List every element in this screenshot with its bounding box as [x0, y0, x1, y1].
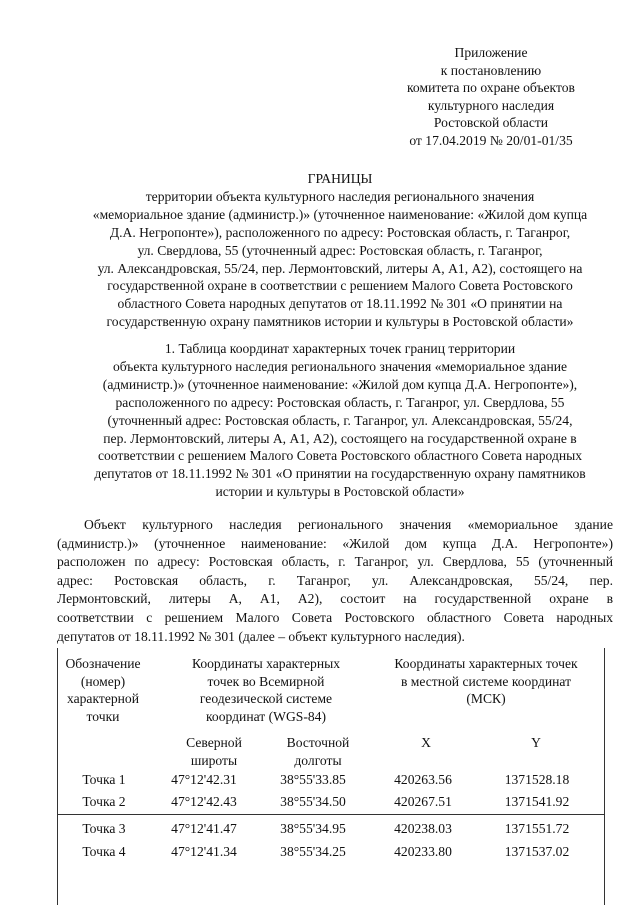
cell-x: 420267.51: [394, 794, 452, 809]
cell-y: 1371551.72: [504, 821, 570, 836]
cell-y: 1371528.18: [504, 772, 570, 787]
title-line: территории объекта культурного наследия регионального значения: [145, 188, 535, 204]
table-caption: [40, 340, 640, 501]
caption-line: (уточненный адрес: Ростовская область, г. Таганрог, ул. Александровская, 55/24,: [107, 412, 573, 428]
appendix-line: к постановлению: [440, 62, 542, 78]
body-paragraph: [57, 516, 613, 646]
cell-latitude: 47°12'42.31: [171, 772, 237, 787]
cell-point: Точка 2: [82, 794, 126, 809]
title-line: государственную охрану памятников истории и культуры в Ростовской области»: [106, 314, 574, 330]
cell-y: 1371541.92: [504, 794, 570, 809]
coordinates-table: [57, 648, 605, 905]
paragraph-line: Лермонтовский, литеры А, А1, А2), состоит на государственной охране в: [57, 591, 613, 607]
header-point-designation: Обозначение (номер) характерной точки: [65, 656, 141, 724]
cell-x: 420238.03: [394, 821, 452, 836]
caption-line: объекта культурного наследия регионального значения «мемориальное здание: [112, 358, 568, 374]
title-line: «мемориальное здание (администр.)» (уточненное наименование: «Жилой дом купца: [92, 206, 588, 222]
paragraph-line: (администр.)» (уточненное наименование: «Жилой дом купца Д.А. Негропонте»): [57, 535, 613, 551]
cell-longitude: 38°55'33.85: [280, 772, 346, 787]
cell-x: 420233.80: [394, 844, 452, 859]
appendix-line: культурного наследия: [427, 97, 555, 113]
appendix-line: комитета по охране объектов: [407, 80, 575, 95]
appendix-line: Ростовской области: [433, 115, 549, 130]
paragraph-line: Объект культурного наследия регионального значения «мемориальное здание: [84, 517, 613, 532]
caption-line: депутатов от 18.11.1992 № 301 «О принятии на государственную охрану памятников: [94, 466, 586, 482]
document-title: [40, 170, 640, 331]
header-wgs84: Координаты характерных точек во Всемирной геодезической системе координат (WGS-84): [191, 656, 341, 724]
appendix-line: Приложение: [454, 45, 528, 60]
paragraph-line: расположен по адресу: Ростовская область, г. Таганрог, ул. Свердлова, 55 (уточненный: [57, 554, 613, 570]
caption-line: истории и культуры в Ростовской области»: [215, 484, 465, 500]
appendix-line: от 17.04.2019 № 20/01-01/35: [409, 132, 573, 148]
paragraph-line: депутатов от 18.11.1992 № 301 (далее – объект культурного наследия).: [57, 628, 465, 644]
header-msk: Координаты характерных точек в местной системе координат (МСК): [394, 656, 578, 707]
cell-x: 420263.56: [394, 772, 452, 787]
appendix-block: [380, 44, 602, 149]
cell-latitude: 47°12'41.47: [171, 821, 237, 836]
cell-point: Точка 4: [82, 844, 126, 859]
paragraph-line: адрес: Ростовская область, г. Таганрог, ул. Александровская, 55/24, пер.: [57, 572, 613, 588]
paragraph-line: соответствии с решением Малого Совета Ростовского областного Совета народных: [57, 609, 613, 625]
title-line: областного Совета народных депутатов от 18.11.1992 № 301 «О принятии на: [117, 296, 563, 312]
cell-longitude: 38°55'34.25: [280, 844, 346, 859]
cell-latitude: 47°12'41.34: [171, 844, 237, 859]
caption-line: 1. Таблица координат характерных точек границ территории: [164, 341, 516, 356]
title-heading: ГРАНИЦЫ: [307, 171, 373, 186]
caption-line: расположенного по адресу: Ростовская область, г. Таганрог, ул. Свердлова, 55: [115, 394, 565, 410]
title-line: государственной охране в соответствии с решением Малого Совета Ростовского: [107, 278, 573, 294]
cell-point: Точка 3: [82, 821, 126, 836]
subheader-y: Y: [531, 735, 541, 750]
subheader-longitude: Восточной долготы: [286, 735, 350, 768]
cell-longitude: 38°55'34.95: [280, 821, 346, 836]
caption-line: пер. Лермонтовский, литеры А, А1, А2), состоящего на государственной охране в: [103, 430, 577, 446]
cell-latitude: 47°12'42.43: [171, 794, 237, 809]
title-line: Д.А. Негропонте»), расположенного по адресу: Ростовская область, г. Таганрог,: [109, 224, 571, 240]
caption-line: соответствии с решением Малого Совета Ростовского областного Совета народных: [97, 448, 583, 464]
cell-longitude: 38°55'34.50: [280, 794, 346, 809]
caption-line: (администр.)» (уточненное наименование: «Жилой дом купца Д.А. Негропонте»),: [102, 376, 578, 392]
title-line: ул. Александровская, 55/24, пер. Лермонтовский, литеры А, А1, А2), состоящего на: [97, 260, 583, 276]
row-separator: [57, 814, 605, 815]
subheader-x: X: [421, 735, 431, 750]
cell-point: Точка 1: [82, 772, 126, 787]
cell-y: 1371537.02: [504, 844, 570, 859]
subheader-latitude: Северной широты: [186, 735, 242, 768]
title-line: ул. Свердлова, 55 (уточненный адрес: Ростовская область, г. Таганрог,: [137, 242, 543, 258]
